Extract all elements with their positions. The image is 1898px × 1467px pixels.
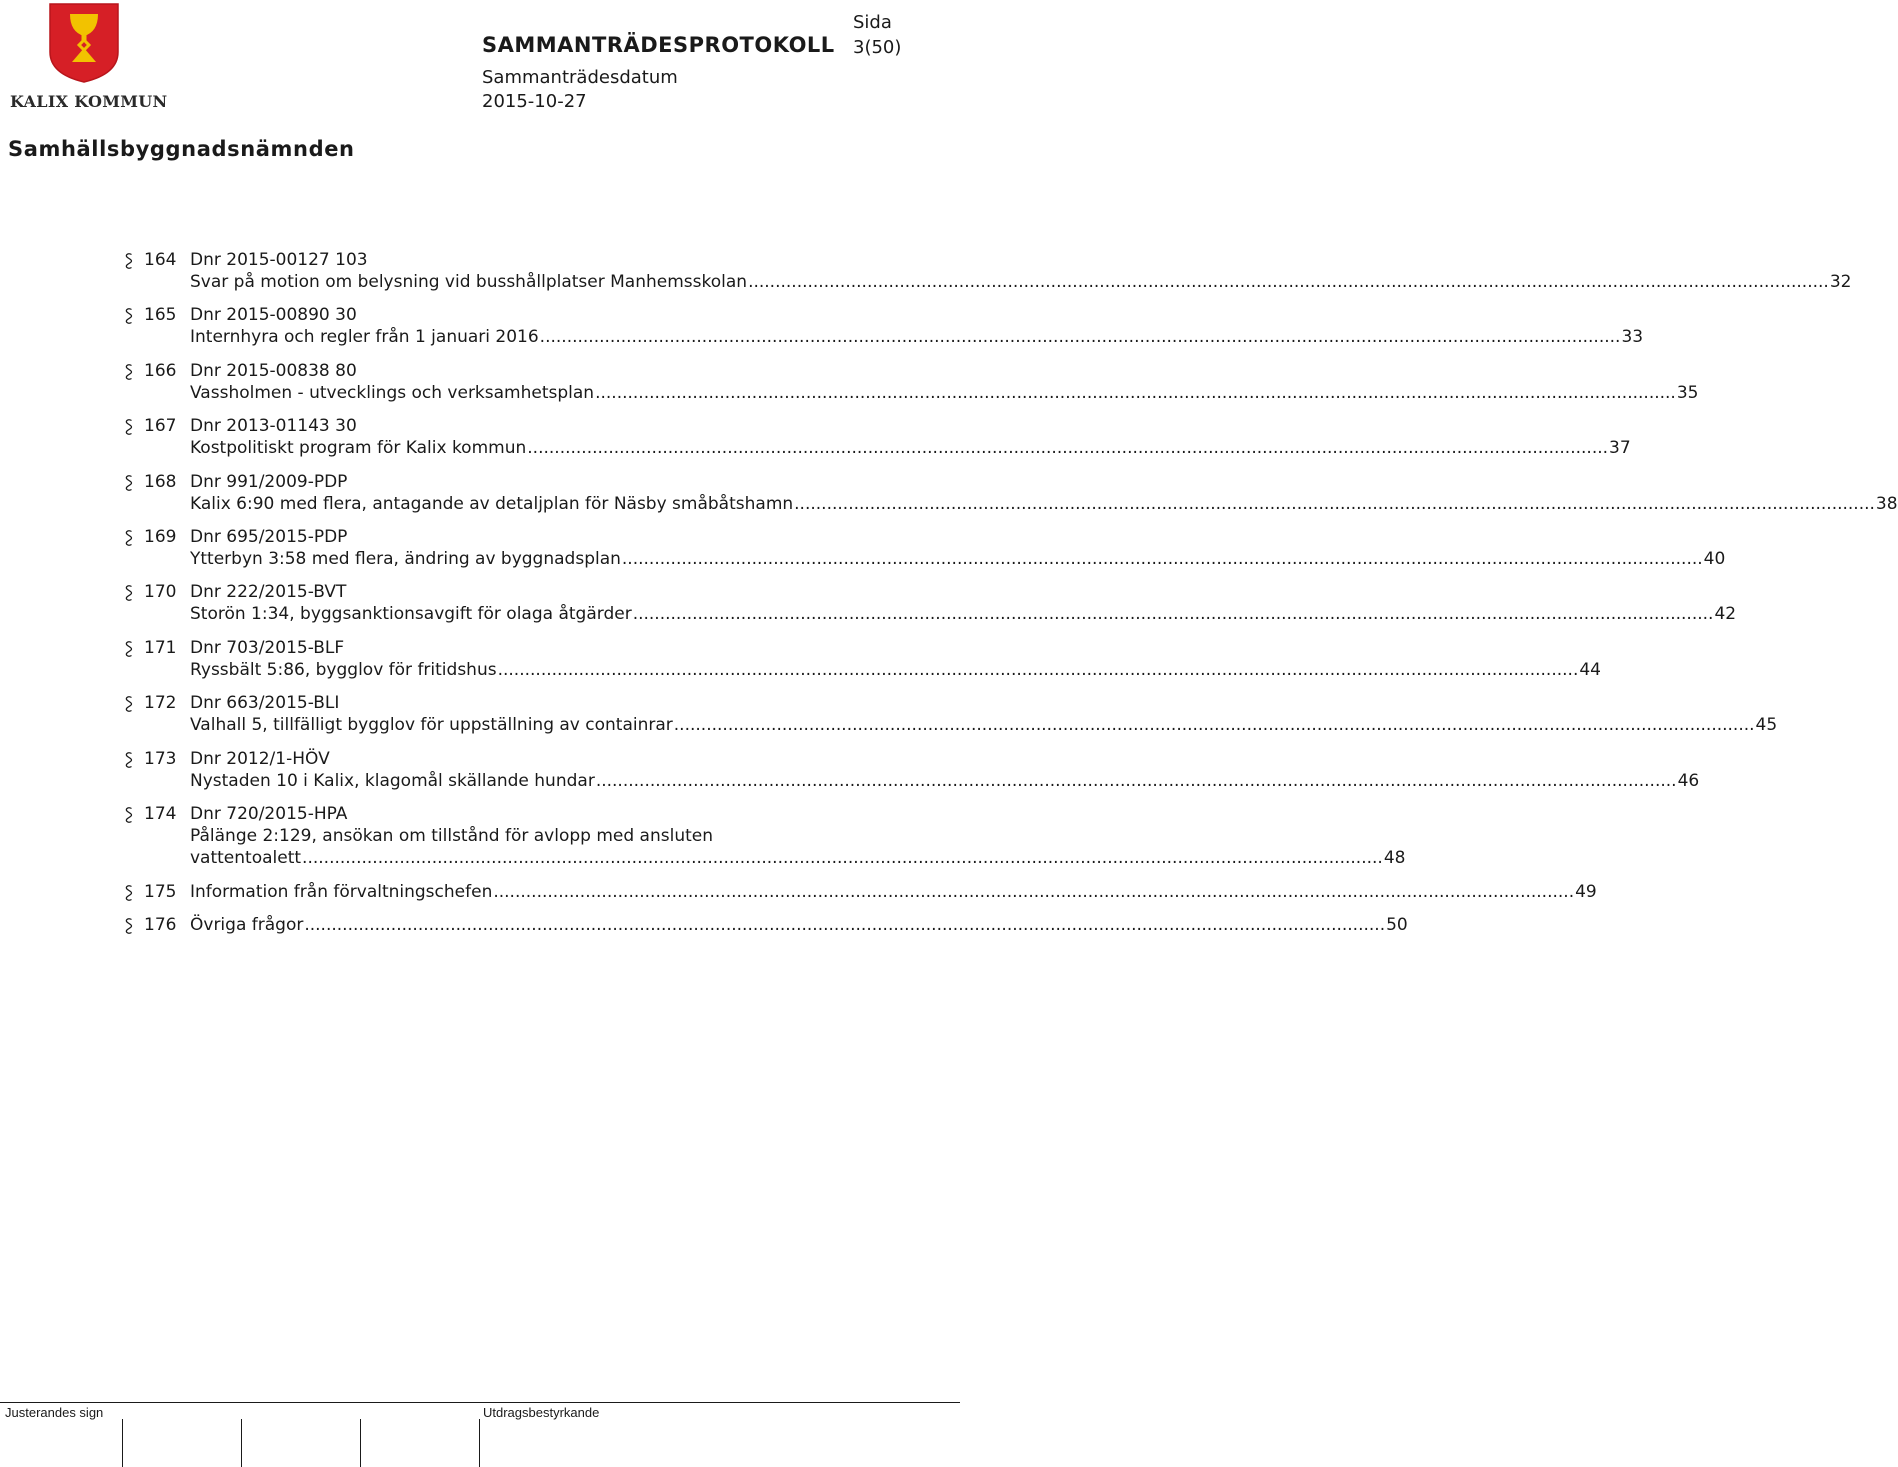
page-reference: 32 — [1829, 272, 1852, 292]
page-reference: 37 — [1609, 438, 1631, 459]
toc-line: Dnr 2015-00127 103 — [190, 250, 368, 270]
paragraph-number: 166 — [144, 360, 177, 381]
document-title: SAMMANTRÄDESPROTOKOLL — [482, 33, 835, 57]
toc-title: Vassholmen - utvecklings och verksamhetsplan — [190, 382, 595, 403]
page-reference: 49 — [1575, 881, 1597, 902]
dot-leader: ........................................................................................................................................................................................................ — [595, 382, 1676, 403]
adjuster-sign-label: Justerandes sign — [5, 1405, 104, 1420]
toc-entry-body — [190, 803, 1406, 869]
toc-line: Dnr 2012/1-HÖV — [190, 748, 330, 769]
toc-line: Dnr 663/2015-BLI — [190, 693, 340, 714]
toc-title-line — [190, 382, 1699, 404]
paragraph-number: 172 — [144, 693, 177, 714]
meeting-date-label: Sammanträdesdatum — [482, 67, 678, 88]
toc-title: Nystaden 10 i Kalix, klagomål skällande hundar — [190, 770, 595, 791]
toc-title-line — [190, 603, 1737, 625]
section-mark-icon — [122, 418, 136, 436]
dot-leader: ........................................................................................................................................................................................................ — [794, 493, 1875, 514]
section-mark-icon — [122, 474, 136, 492]
paragraph-number: 165 — [144, 305, 177, 326]
page-reference: 46 — [1677, 770, 1700, 791]
toc-entry-body — [190, 637, 1601, 681]
certification-label: Utdragsbestyrkande — [483, 1405, 600, 1420]
toc-title: Information från förvaltningschefen — [190, 881, 493, 902]
toc-title-line — [190, 548, 1726, 570]
toc-entry-body — [190, 914, 1408, 936]
paragraph-number: 169 — [144, 527, 177, 547]
paragraph-number: 176 — [144, 914, 177, 935]
section-mark-icon — [122, 252, 136, 270]
dot-leader: ........................................................................................................................................................................................................ — [673, 715, 1755, 736]
signature-divider — [360, 1419, 361, 1467]
page-reference: 45 — [1755, 715, 1778, 736]
toc-entry[interactable] — [122, 581, 1737, 625]
toc-entry-body — [190, 748, 1700, 792]
toc-title: Övriga frågor — [190, 914, 304, 935]
paragraph-number: 168 — [144, 471, 177, 492]
toc-entry-body — [190, 249, 1852, 293]
toc-entry-body — [190, 304, 1644, 348]
dot-leader: ........................................................................................................................................................................................................ — [497, 659, 1579, 680]
toc-title: Valhall 5, tillfälligt bygglov för uppställning av containrar — [190, 715, 673, 736]
dot-leader: ........................................................................................................................................................................................................ — [748, 272, 1829, 292]
toc-title-line: Pålänge 2:129, ansökan om tillstånd för avlopp med ansluten — [190, 826, 713, 846]
signature-divider — [122, 1419, 123, 1467]
section-mark-icon — [122, 884, 136, 902]
toc-title-line — [190, 914, 1408, 936]
paragraph-number: 174 — [144, 804, 177, 824]
logo-wordmark: KALIX KOMMUN — [10, 92, 168, 111]
toc-line: Dnr 695/2015-PDP — [190, 527, 348, 547]
committee-name: Samhällsbyggnadsnämnden — [8, 137, 355, 161]
paragraph-number: 175 — [144, 881, 177, 902]
toc-title: Storön 1:34, byggsanktionsavgift för olaga åtgärder — [190, 604, 632, 625]
toc-entry[interactable] — [122, 881, 1597, 903]
toc-entry-body — [190, 415, 1631, 459]
toc-title-line — [190, 770, 1700, 792]
toc-line: Dnr 991/2009-PDP — [190, 471, 348, 492]
toc-entry[interactable] — [122, 249, 1852, 293]
section-mark-icon — [122, 695, 136, 713]
toc-title-line — [190, 437, 1631, 459]
toc-entry[interactable] — [122, 914, 1408, 936]
toc-title-line — [190, 271, 1852, 293]
toc-entry[interactable] — [122, 748, 1700, 792]
page-reference: 33 — [1621, 327, 1644, 348]
page-reference: 44 — [1579, 659, 1601, 680]
section-mark-icon — [122, 640, 136, 658]
dot-leader: ........................................................................................................................................................................................................ — [302, 848, 1383, 868]
section-mark-icon — [122, 363, 136, 381]
toc-entry-body — [190, 360, 1699, 404]
page-reference: 50 — [1386, 914, 1408, 935]
paragraph-number: 167 — [144, 416, 177, 437]
dot-leader: ........................................................................................................................................................................................................ — [493, 881, 1575, 902]
toc-title: Internhyra och regler från 1 januari 2016 — [190, 327, 539, 348]
toc-entry-body — [190, 471, 1898, 515]
toc-title: vattentoalett — [190, 848, 302, 868]
page-reference: 35 — [1676, 382, 1699, 403]
page-reference: 42 — [1714, 604, 1737, 625]
dot-leader: ........................................................................................................................................................................................................ — [595, 770, 1677, 791]
page-reference: 38 — [1875, 493, 1898, 514]
toc-entry[interactable] — [122, 471, 1898, 515]
toc-line: Dnr 222/2015-BVT — [190, 582, 347, 603]
toc-line: Dnr 2015-00890 30 — [190, 305, 357, 326]
toc-entry[interactable] — [122, 526, 1726, 570]
section-mark-icon — [122, 751, 136, 769]
toc-line: Dnr 2013-01143 30 — [190, 416, 357, 437]
toc-line: Dnr 720/2015-HPA — [190, 804, 348, 824]
meeting-date: 2015-10-27 — [482, 91, 587, 112]
toc-title: Ytterbyn 3:58 med flera, ändring av byggnadsplan — [190, 549, 621, 569]
page-number: 3(50) — [853, 37, 902, 58]
signature-footer — [0, 1402, 960, 1467]
section-mark-icon — [122, 307, 136, 325]
toc-line: Dnr 2015-00838 80 — [190, 360, 357, 381]
kalix-kommun-logo — [10, 2, 168, 112]
dot-leader: ........................................................................................................................................................................................................ — [621, 549, 1703, 569]
dot-leader: ........................................................................................................................................................................................................ — [539, 327, 1621, 348]
section-mark-icon — [122, 584, 136, 602]
toc-title: Kalix 6:90 med flera, antagande av detaljplan för Näsby småbåtshamn — [190, 493, 794, 514]
page-label: Sida — [853, 12, 892, 33]
toc-title-line — [190, 881, 1597, 903]
paragraph-number: 170 — [144, 582, 177, 603]
toc-title: Svar på motion om belysning vid busshållplatser Manhemsskolan — [190, 272, 748, 292]
toc-entry-body — [190, 526, 1726, 570]
toc-entry-body — [190, 881, 1597, 903]
signature-divider — [479, 1419, 480, 1467]
toc-entry[interactable] — [122, 304, 1644, 348]
toc-title: Kostpolitiskt program för Kalix kommun — [190, 438, 527, 459]
paragraph-number: 164 — [144, 250, 177, 270]
toc-title-line — [190, 493, 1898, 515]
section-mark-icon — [122, 529, 136, 547]
toc-entry-body — [190, 581, 1737, 625]
toc-title-line — [190, 659, 1601, 681]
toc-line: Dnr 703/2015-BLF — [190, 637, 345, 658]
section-mark-icon — [122, 917, 136, 935]
toc-entry[interactable] — [122, 637, 1601, 681]
dot-leader: ........................................................................................................................................................................................................ — [632, 604, 1714, 625]
dot-leader: ........................................................................................................................................................................................................ — [527, 438, 1609, 459]
toc-entry[interactable] — [122, 692, 1778, 736]
coat-of-arms-icon — [48, 2, 120, 84]
paragraph-number: 171 — [144, 637, 177, 658]
toc-title-line — [190, 847, 1406, 869]
paragraph-number: 173 — [144, 748, 177, 769]
toc-entry[interactable] — [122, 803, 1406, 870]
toc-title: Ryssbält 5:86, bygglov för fritidshus — [190, 659, 497, 680]
section-mark-icon — [122, 806, 136, 824]
dot-leader: ........................................................................................................................................................................................................ — [304, 914, 1386, 935]
toc-entry[interactable] — [122, 415, 1631, 459]
signature-divider — [241, 1419, 242, 1467]
toc-entry-body — [190, 692, 1778, 736]
toc-title-line — [190, 326, 1644, 348]
toc-title-line — [190, 714, 1778, 736]
toc-entry[interactable] — [122, 360, 1699, 404]
page-reference: 40 — [1703, 549, 1726, 569]
page-reference: 48 — [1383, 848, 1406, 868]
